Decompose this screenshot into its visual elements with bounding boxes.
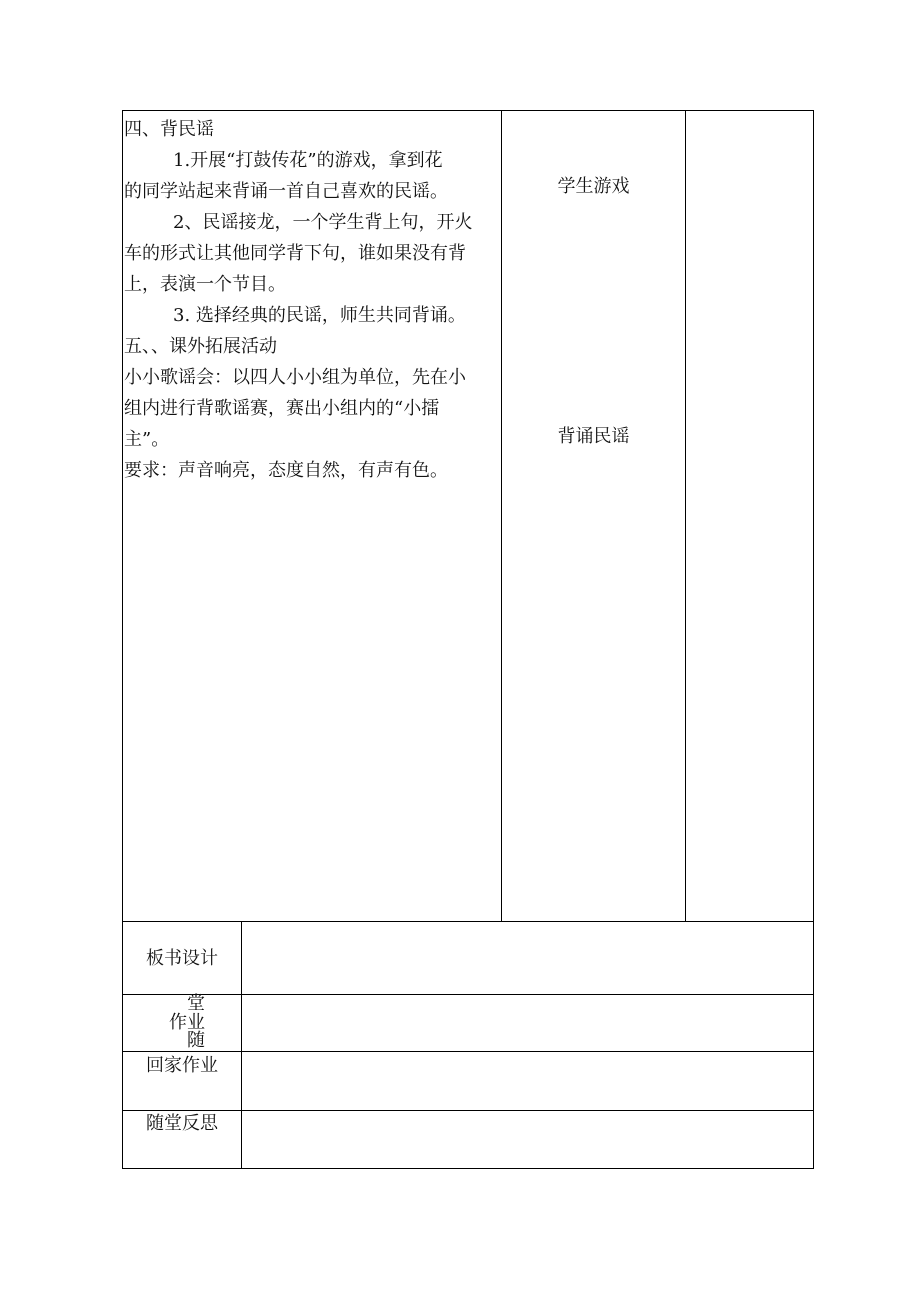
label-classwork-middle: 作业 (169, 1012, 205, 1033)
notes-column[interactable] (686, 111, 813, 921)
label-classwork-top: 堂 (187, 993, 205, 1014)
label-classwork-bottom: 随 (187, 1030, 205, 1051)
activity-1-line-1: 1.开展“打鼓传花”的游戏，拿到花 (173, 150, 443, 171)
reflection-content[interactable] (242, 1111, 813, 1168)
extension-paragraph-line-2: 组内进行背歌谣赛，赛出小组内的“小擂 (124, 398, 440, 419)
section-heading-recite: 四、背民谣 (124, 119, 214, 140)
student-activity-recite: 背诵民谣 (557, 426, 630, 447)
label-board-design: 板书设计 (146, 948, 218, 969)
table-border-right (813, 110, 814, 1169)
activity-1-line-2: 的同学站起来背诵一首自己喜欢的民谣。 (124, 181, 448, 202)
column-divider-1 (501, 110, 502, 921)
activity-2-line-1: 2、民谣接龙，一个学生背上句，开火 (173, 212, 473, 233)
board-design-content[interactable] (242, 922, 813, 994)
requirement-text: 要求：声音响亮，态度自然，有声有色。 (124, 460, 448, 481)
section-heading-extension: 五、、课外拓展活动 (124, 336, 277, 357)
lesson-content-cell (123, 111, 501, 921)
activity-2-line-3: 上，表演一个节目。 (124, 274, 286, 295)
student-activity-game: 学生游戏 (557, 176, 630, 197)
extension-paragraph-line-1: 小小歌谣会：以四人小小组为单位，先在小 (124, 367, 466, 388)
label-reflection: 随堂反思 (146, 1113, 218, 1134)
classwork-content[interactable] (242, 995, 813, 1051)
table-border-bottom (122, 1168, 814, 1169)
homework-content[interactable] (242, 1052, 813, 1110)
activity-2-line-2: 车的形式让其他同学背下句，谁如果没有背 (124, 243, 466, 264)
extension-paragraph-line-3: 主”。 (124, 429, 170, 450)
activity-3: 3. 选择经典的民谣，师生共同背诵。 (173, 305, 466, 326)
label-homework: 回家作业 (146, 1055, 218, 1076)
